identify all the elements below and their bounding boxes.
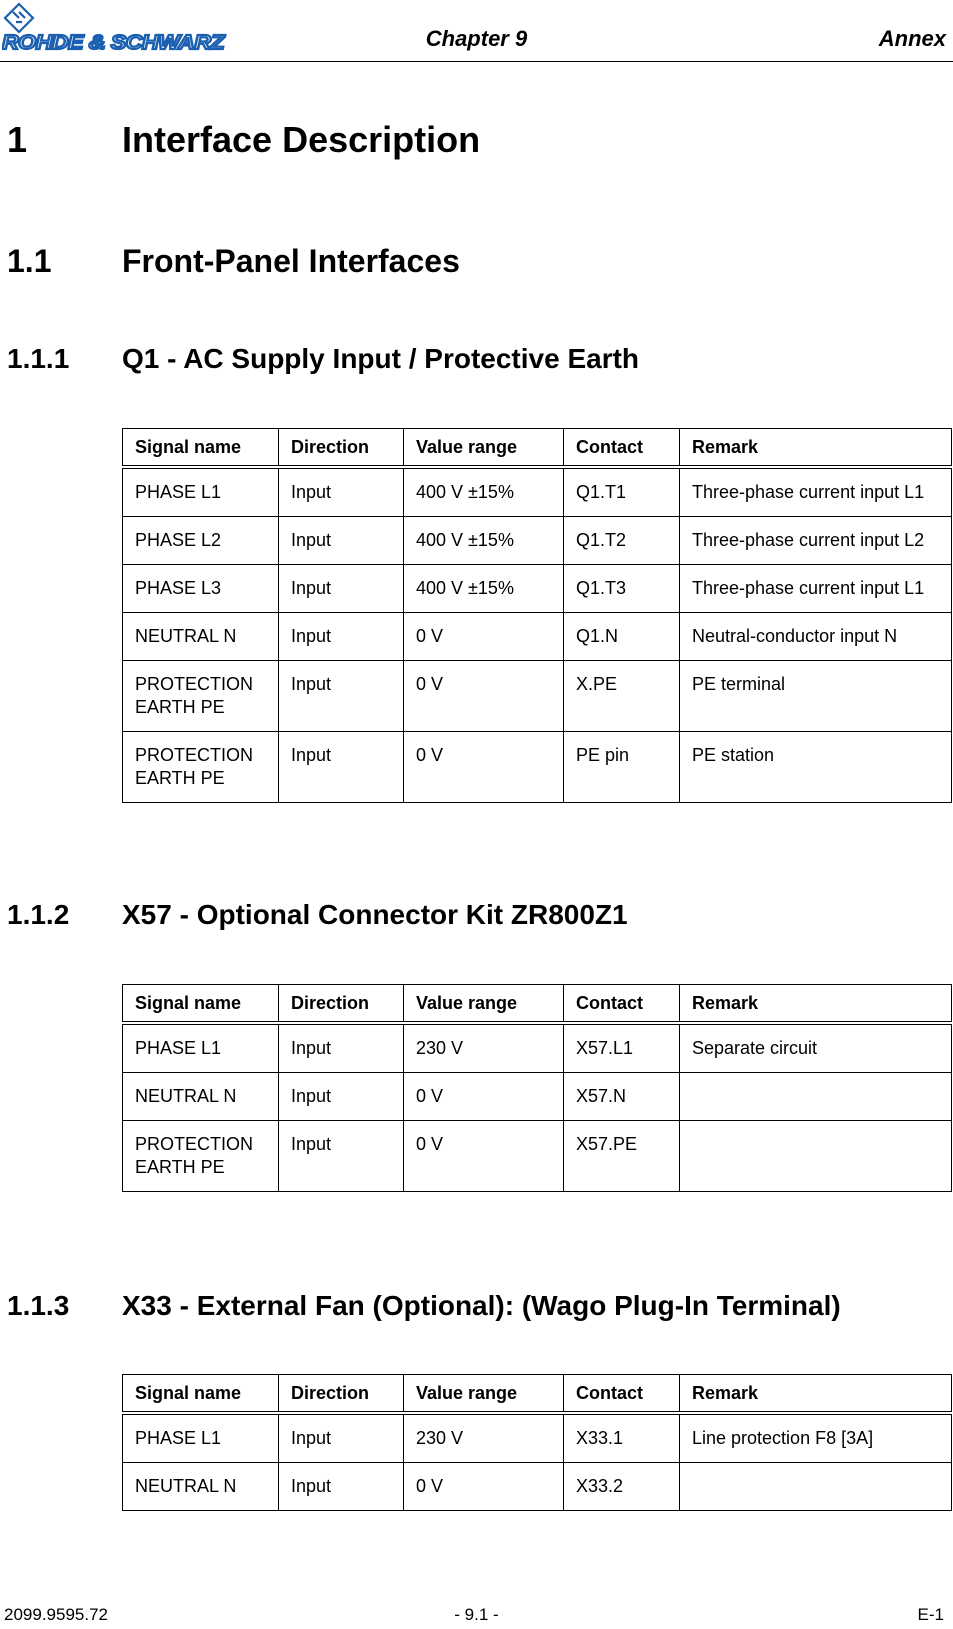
heading-1 [7,119,481,161]
table-cell: X.PE [564,661,680,732]
table-cell: PHASE L2 [123,517,279,565]
table-cell: NEUTRAL N [123,613,279,661]
table-cell: Input [279,1121,404,1192]
table-cell: 0 V [404,613,564,661]
table-cell: X57.L1 [564,1023,680,1073]
table-cell: 400 V ±15% [404,467,564,517]
column-header: Remark [680,429,952,468]
table-row [123,1463,952,1511]
table-row [123,565,952,613]
section-title: X57 - Optional Connector Kit ZR800Z1 [122,899,628,930]
table-cell: Input [279,1413,404,1463]
table-cell: NEUTRAL N [123,1463,279,1511]
column-header: Signal name [123,985,279,1024]
table-cell: Input [279,467,404,517]
table-cell: PE station [680,732,952,803]
page-id: E-1 [917,1605,944,1624]
table-cell: 400 V ±15% [404,517,564,565]
table-cell: 0 V [404,1073,564,1121]
table-row [123,732,952,803]
table-row [123,1121,952,1192]
heading-1-1-number: 1.1 [7,243,52,279]
heading-1-number: 1 [7,119,28,160]
table-cell: PE terminal [680,661,952,732]
section-number: 1.1.1 [7,343,70,374]
table-cell: PROTECTION EARTH PE [123,661,279,732]
logo-wordmark: ROHDE & SCHWARZ [2,32,226,52]
heading-1-1-3 [7,1290,841,1322]
table-cell: Line protection F8 [3A] [680,1413,952,1463]
header-divider [0,61,953,62]
column-header: Signal name [123,1375,279,1414]
heading-1-title: Interface Description [122,119,481,160]
table-row [123,517,952,565]
table-cell: Separate circuit [680,1023,952,1073]
table-cell: PHASE L3 [123,565,279,613]
column-header: Signal name [123,429,279,468]
heading-1-1-1 [7,343,640,375]
x33-signal-table [122,1374,952,1511]
table-cell: Input [279,517,404,565]
table-row [123,1073,952,1121]
column-header: Remark [680,1375,952,1414]
heading-1-1 [7,243,460,280]
table-header-row [123,429,952,468]
table-cell: PHASE L1 [123,1413,279,1463]
table-cell: PE pin [564,732,680,803]
column-header: Value range [404,429,564,468]
table-cell: Three-phase current input L1 [680,467,952,517]
page-header [0,0,953,62]
table-row [123,613,952,661]
table-cell: 230 V [404,1023,564,1073]
table-cell: Input [279,1463,404,1511]
column-header: Contact [564,985,680,1024]
section-number: 1.1.2 [7,899,70,930]
table-cell: Input [279,1023,404,1073]
table-cell: X33.2 [564,1463,680,1511]
table-cell [680,1121,952,1192]
annex-label: Annex [878,26,946,51]
table-row [123,467,952,517]
column-header: Direction [279,1375,404,1414]
table-cell: Input [279,1073,404,1121]
table-cell: 230 V [404,1413,564,1463]
table-cell: Input [279,565,404,613]
table-cell: Q1.T3 [564,565,680,613]
table-cell: Input [279,732,404,803]
q1-signal-table [122,428,952,803]
table-cell: PROTECTION EARTH PE [123,732,279,803]
table-cell: Input [279,613,404,661]
table-cell: PHASE L1 [123,467,279,517]
document-number: 2099.9595.72 [4,1605,108,1624]
table-cell: 400 V ±15% [404,565,564,613]
table-cell: X57.PE [564,1121,680,1192]
table-row [123,1413,952,1463]
table-cell: Q1.N [564,613,680,661]
table-row [123,661,952,732]
column-header: Remark [680,985,952,1024]
section-title: Q1 - AC Supply Input / Protective Earth [122,343,640,374]
table-header-row [123,1375,952,1414]
table-cell [680,1463,952,1511]
page-number: - 9.1 - [454,1605,499,1624]
column-header: Contact [564,1375,680,1414]
table-cell: PROTECTION EARTH PE [123,1121,279,1192]
table-cell: Q1.T2 [564,517,680,565]
column-header: Value range [404,1375,564,1414]
table-cell: 0 V [404,1463,564,1511]
column-header: Value range [404,985,564,1024]
heading-1-1-title: Front-Panel Interfaces [122,243,460,279]
table-cell: 0 V [404,661,564,732]
table-cell: Three-phase current input L1 [680,565,952,613]
table-cell: X33.1 [564,1413,680,1463]
column-header: Direction [279,985,404,1024]
section-title: X33 - External Fan (Optional): (Wago Plug-In Terminal) [122,1290,841,1321]
table-cell: Input [279,661,404,732]
table-cell [680,1073,952,1121]
column-header: Contact [564,429,680,468]
table-row [123,1023,952,1073]
table-cell: 0 V [404,732,564,803]
x57-signal-table [122,984,952,1192]
table-header-row [123,985,952,1024]
table-cell: X57.N [564,1073,680,1121]
table-cell: Three-phase current input L2 [680,517,952,565]
table-cell: PHASE L1 [123,1023,279,1073]
table-cell: Neutral-conductor input N [680,613,952,661]
column-header: Direction [279,429,404,468]
table-cell: 0 V [404,1121,564,1192]
table-cell: Q1.T1 [564,467,680,517]
table-cell: NEUTRAL N [123,1073,279,1121]
chapter-label: Chapter 9 [425,26,528,51]
heading-1-1-2 [7,899,628,931]
section-number: 1.1.3 [7,1290,70,1321]
